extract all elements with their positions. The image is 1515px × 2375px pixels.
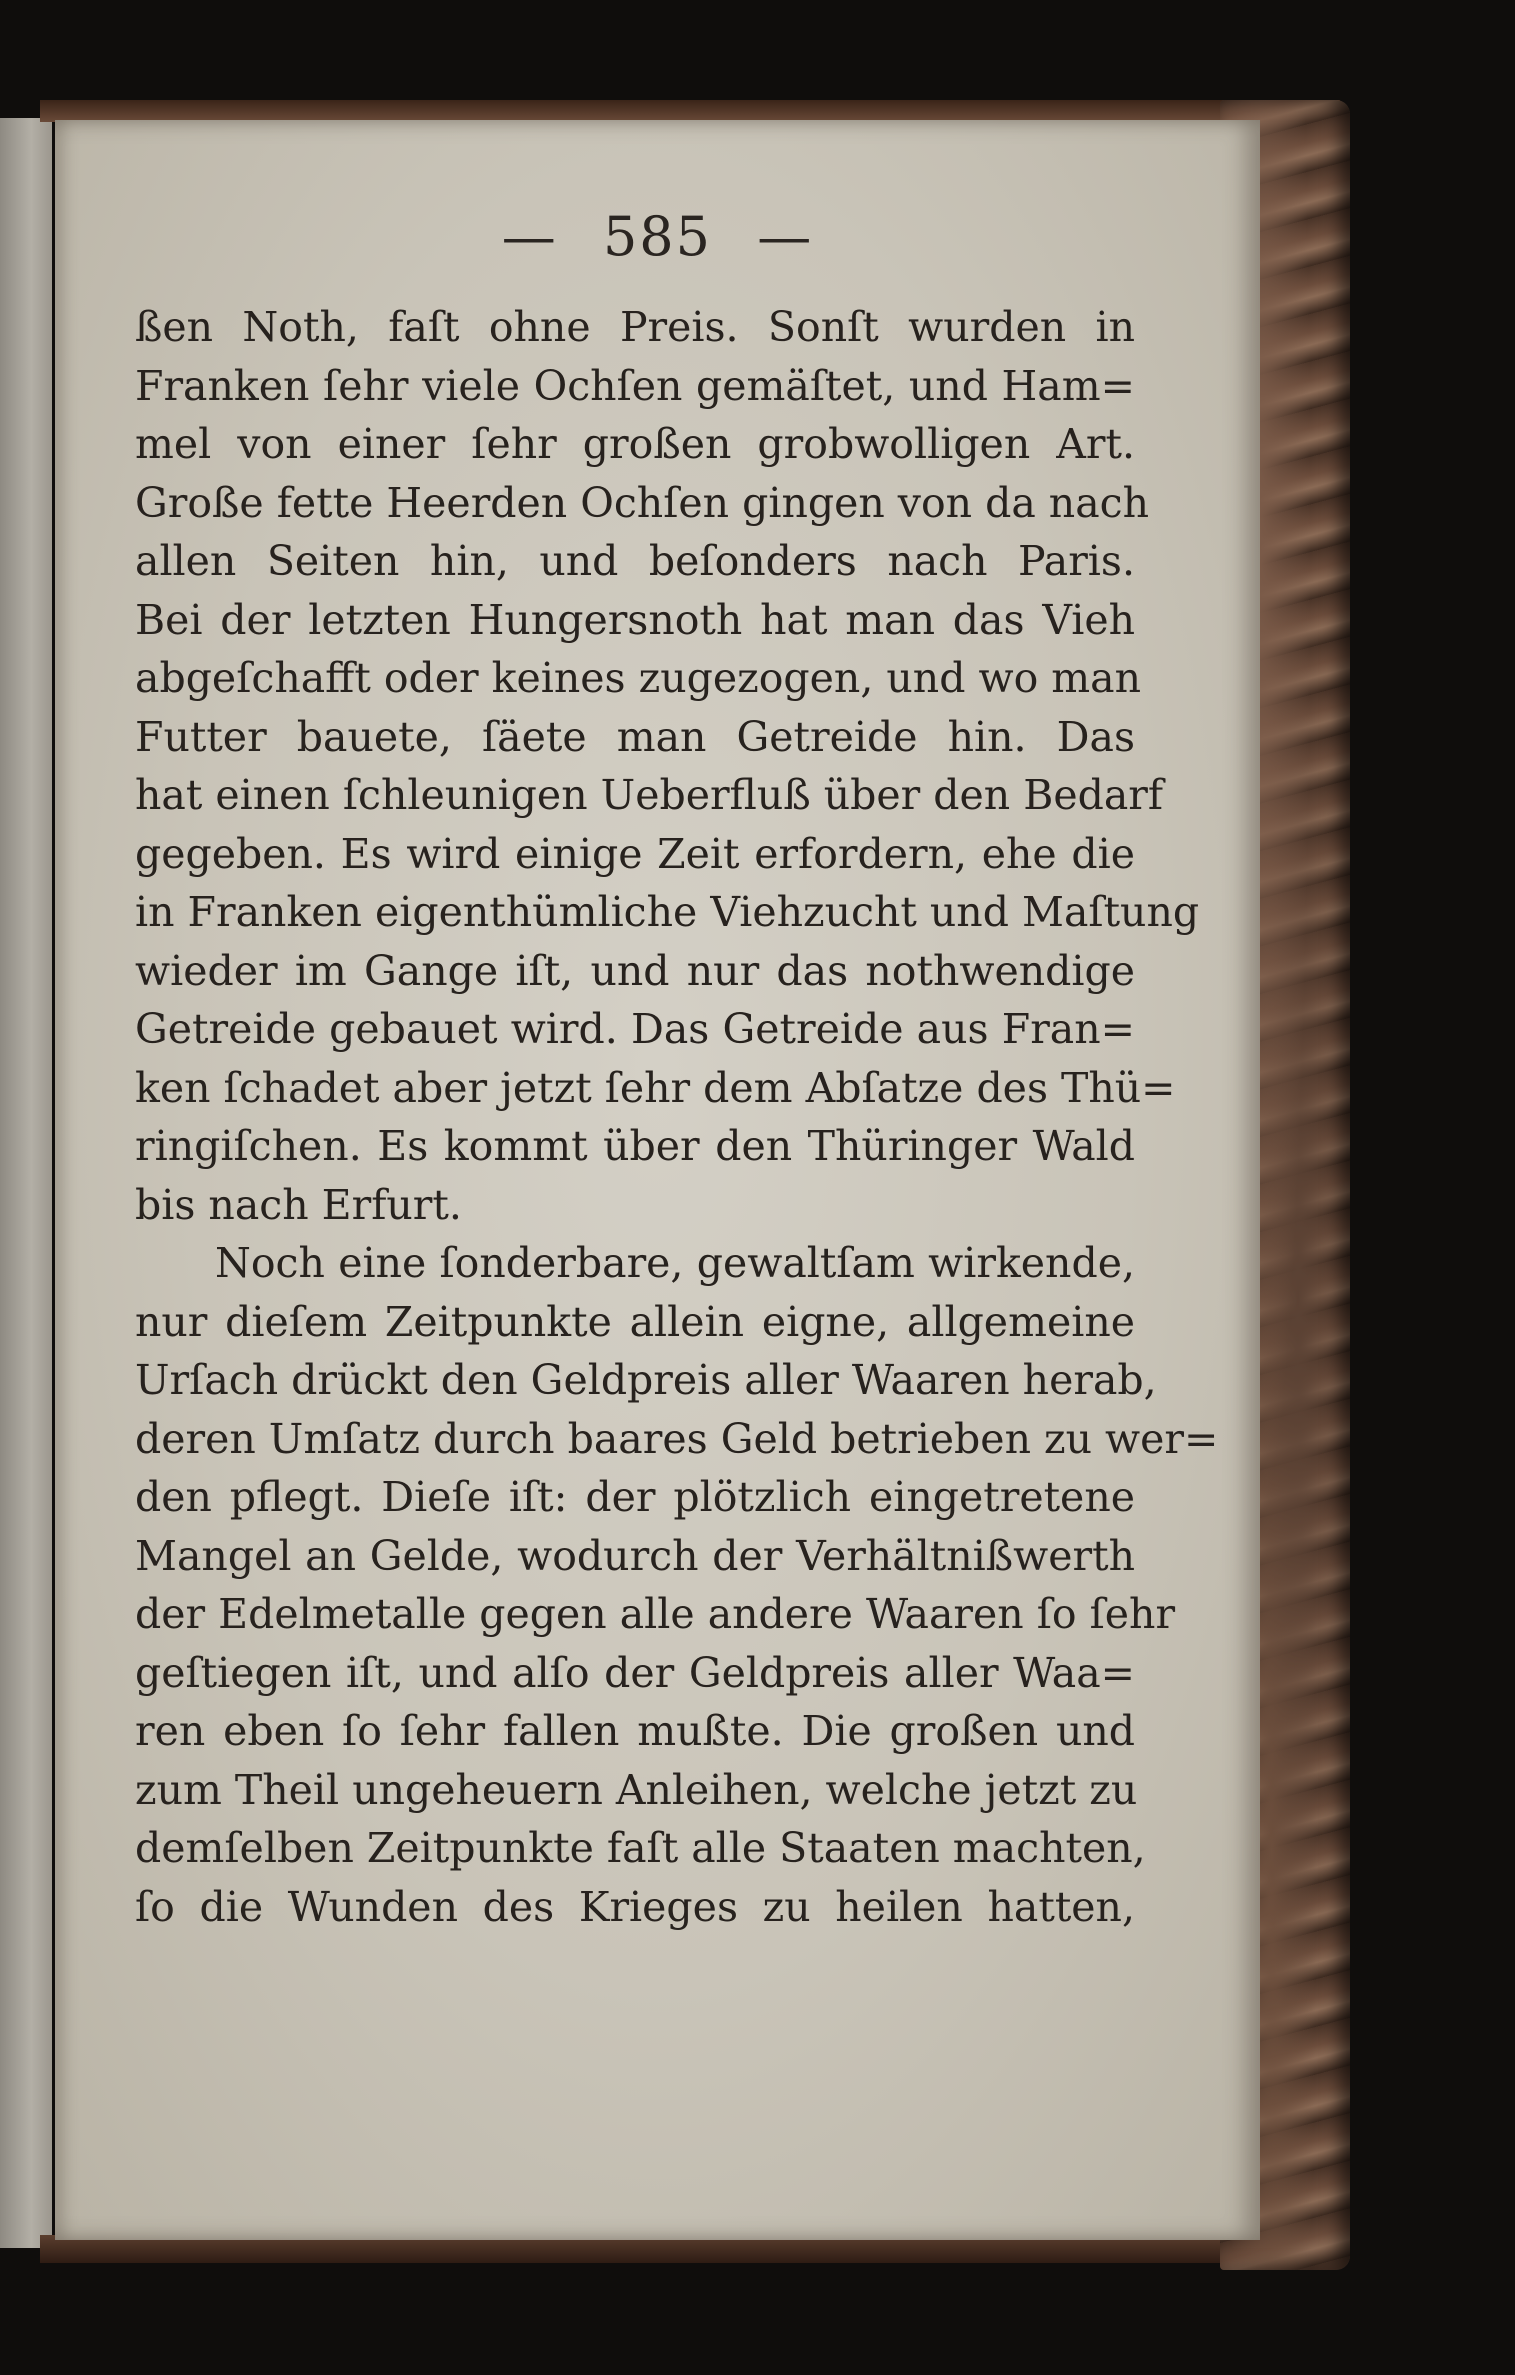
text-line: allen Seiten hin, und beſonders nach Paris. bbox=[135, 537, 1135, 585]
text-line: in Franken eigenthümliche Viehzucht und Maſtung bbox=[135, 888, 1200, 936]
text-line: ringiſchen. Es kommt über den Thüringer Wald bbox=[135, 1122, 1135, 1170]
text-line: abgeſchafft oder keines zugezogen, und wo man bbox=[135, 654, 1142, 702]
text-line: deren Umſatz durch baares Geld betrieben zu wer= bbox=[135, 1414, 1219, 1463]
text-line-paragraph-end: bis nach Erfurt. bbox=[135, 1180, 462, 1229]
header-dash-right: — bbox=[757, 205, 814, 268]
text-line: Bei der letzten Hungersnoth hat man das Vieh bbox=[135, 595, 1135, 644]
text-line: hat einen ſchleunigen Ueberfluß über den Bedarf bbox=[135, 771, 1164, 819]
text-line: Mangel an Gelde, wodurch der Verhältnißwerth bbox=[135, 1531, 1135, 1580]
text-line: ren eben ſo ſehr fallen mußte. Die großen und bbox=[135, 1707, 1135, 1755]
text-line: den pflegt. Dieſe iſt: der plötzlich eingetretene bbox=[135, 1473, 1135, 1521]
page-number: 585 bbox=[602, 205, 713, 268]
book-page bbox=[55, 120, 1260, 2240]
text-line: ken ſchadet aber jetzt ſehr dem Abſatze des Thü= bbox=[135, 1063, 1176, 1112]
text-line: mel von einer ſehr großen grobwolligen Art. bbox=[135, 420, 1135, 468]
text-line: Große fette Heerden Ochſen gingen von da nach bbox=[135, 478, 1150, 527]
left-facing-page-edge bbox=[0, 118, 52, 2248]
header-dash-left: — bbox=[501, 205, 558, 268]
book-top-edge bbox=[40, 100, 1340, 122]
text-line: der Edelmetalle gegen alle andere Waaren ſo ſehr bbox=[135, 1590, 1176, 1638]
text-line: Urſach drückt den Geldpreis aller Waaren herab, bbox=[135, 1356, 1157, 1404]
body-text bbox=[135, 298, 1219, 1936]
text-line: ſo die Wunden des Krieges zu heilen hatten, bbox=[135, 1882, 1135, 1931]
text-line: nur dieſem Zeitpunkte allein eigne, allgemeine bbox=[135, 1297, 1135, 1346]
text-line-paragraph-start: Noch eine ſonderbare, gewaltſam wirkende, bbox=[215, 1239, 1135, 1287]
text-line: zum Theil ungeheuern Anleihen, welche jetzt zu bbox=[135, 1765, 1138, 1814]
text-line: Franken ſehr viele Ochſen gemäſtet, und Ham= bbox=[135, 361, 1135, 410]
text-line: geſtiegen iſt, und alſo der Geldpreis aller Waa= bbox=[135, 1648, 1135, 1697]
page-header bbox=[55, 205, 1260, 268]
text-line: Futter bauete, ſäete man Getreide hin. Das bbox=[135, 712, 1135, 761]
text-line: gegeben. Es wird einige Zeit erfordern, ehe die bbox=[135, 829, 1135, 878]
text-line: Getreide gebauet wird. Das Getreide aus Fran= bbox=[135, 1005, 1135, 1053]
text-line: demſelben Zeitpunkte faſt alle Staaten machten, bbox=[135, 1824, 1146, 1872]
text-line: wieder im Gange iſt, und nur das nothwendige bbox=[135, 946, 1135, 995]
text-line: ßen Noth, faſt ohne Preis. Sonſt wurden in bbox=[135, 303, 1135, 351]
